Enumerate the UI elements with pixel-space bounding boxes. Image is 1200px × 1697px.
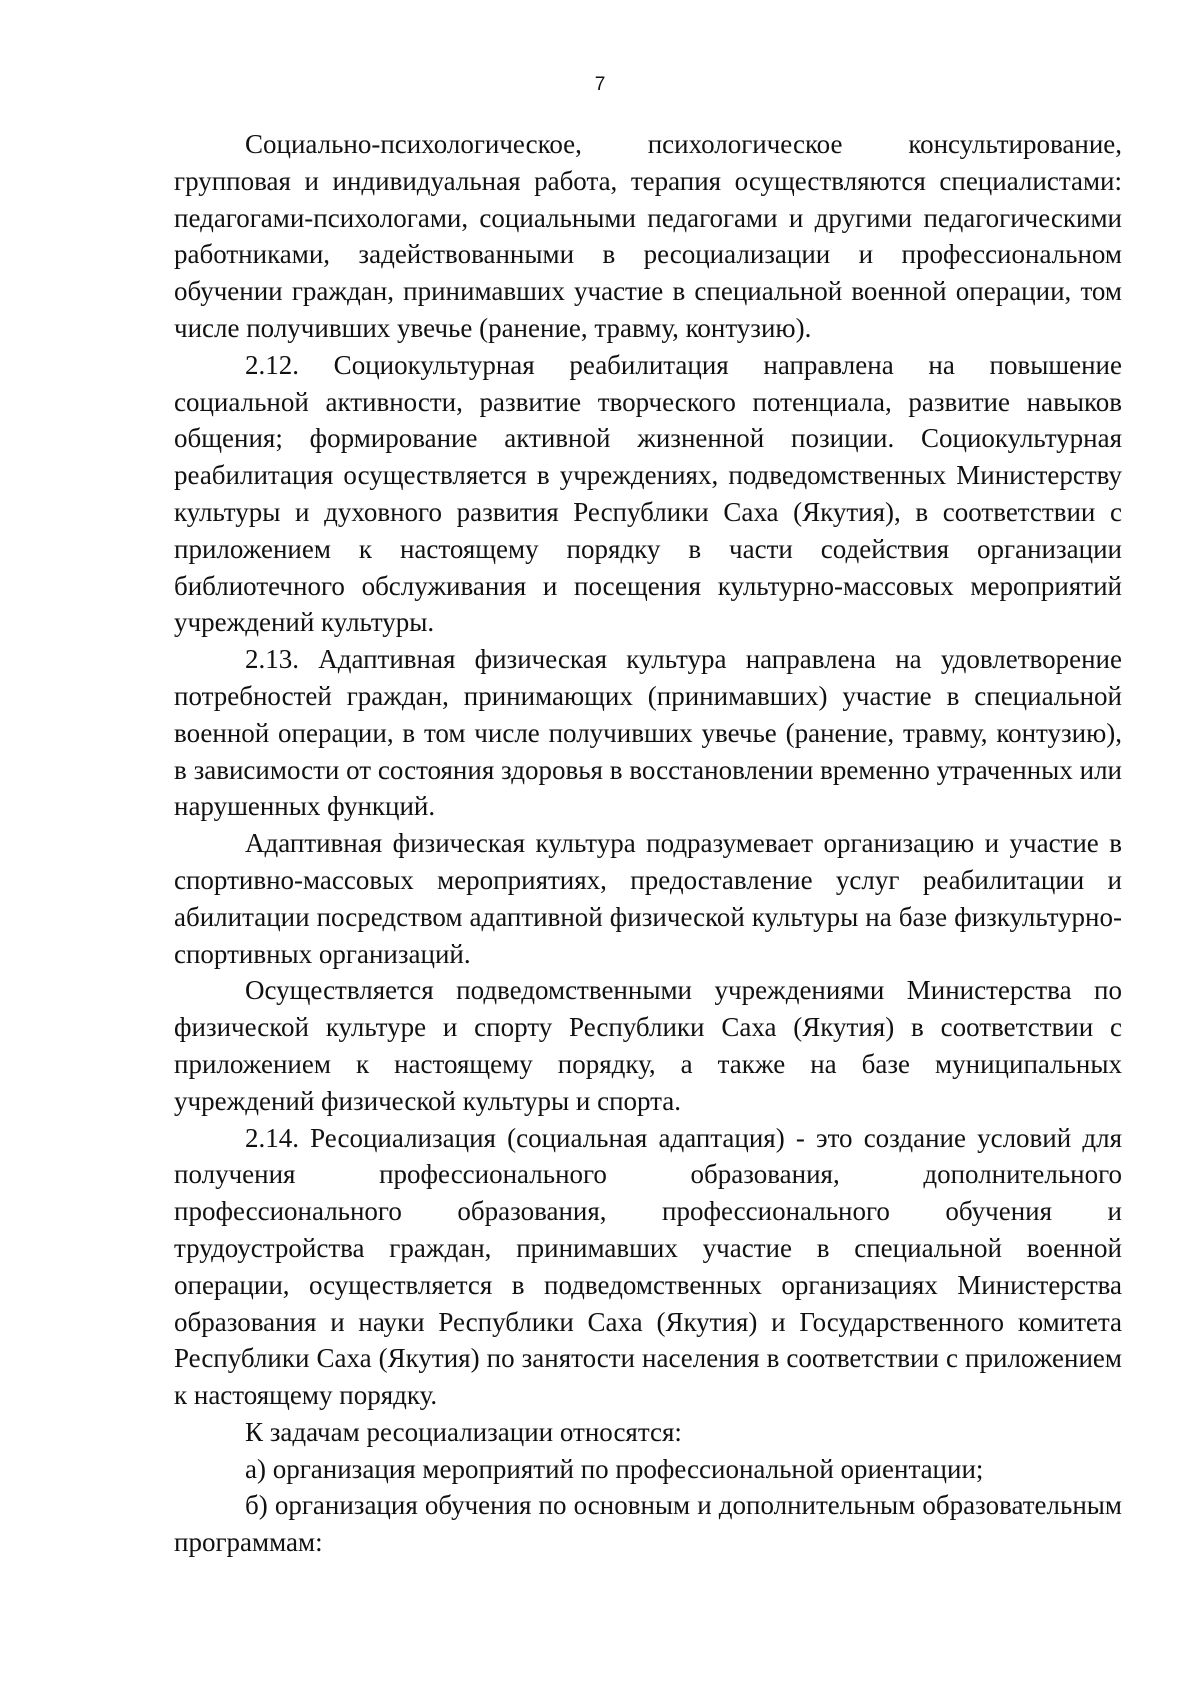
- paragraph-2-12-sociocultural-rehabilitation: 2.12. Социокультурная реабилитация направлена на повышение социальной активности, развитие творческого потенциала, развитие навыков общения; формирование активной жизненной позиции. Социокультурная реабилитация осуществляется в учреждениях, подведомственных Министерству культуры и духовного развития Республики Саха (Якутия), в соответствии с приложением к настоящему порядку в части содействия организации библиотечного обслуживания и посещения культурно-массовых мероприятий учреждений культуры.: [174, 349, 1122, 638]
- paragraph-resocialization-tasks-intro: К задачам ресоциализации относятся:: [245, 1416, 682, 1447]
- page-number: 7: [594, 74, 606, 95]
- paragraph-psychological-counseling: Социально-психологическое, психологическое консультирование, групповая и индивидуальная работа, терапия осуществляются специалистами: педагогами-психологами, социальными педагогами и другими педагогическими работниками, задействованными в ресоциализации и профессиональном обучении граждан, принимавших участие в специальной военной операции, том числе получивших увечье (ранение, травму, контузию).: [174, 129, 1122, 343]
- list-item-a-career-orientation: а) организация мероприятий по профессиональной ориентации;: [245, 1453, 984, 1484]
- paragraph-sports-ministry-institutions: Осуществляется подведомственными учреждениями Министерства по физической культуре и спорту Республики Саха (Якутия) в соответствии с приложением к настоящему порядку, а также на базе муниципальных учреждений физической культуры и спорта.: [174, 975, 1122, 1116]
- paragraph-adaptive-physical-culture-details: Адаптивная физическая культура подразумевает организацию и участие в спортивно-массовых мероприятиях, предоставление услуг реабилитации и абилитации посредством адаптивной физической культуры на базе физкультурно-спортивных организаций.: [174, 828, 1122, 969]
- list-item-b-education-programs: б) организация обучения по основным и дополнительным образовательным программам:: [174, 1490, 1122, 1558]
- paragraph-2-14-resocialization: 2.14. Ресоциализация (социальная адаптация) - это создание условий для получения профессионального образования, дополнительного профессионального образования, профессионального обучения и трудоустройства граждан, принимавших участие в специальной военной операции, осуществляется в подведомственных организациях Министерства образования и науки Республики Саха (Якутия) и Государственного комитета Республики Саха (Якутия) по занятости населения в соответствии с приложением к настоящему порядку.: [174, 1122, 1122, 1411]
- document-body: [174, 126, 1122, 1561]
- paragraph-2-13-adaptive-physical-culture: 2.13. Адаптивная физическая культура направлена на удовлетворение потребностей граждан, принимающих (принимавших) участие в специальной военной операции, в том числе получивших увечье (ранение, травму, контузию), в зависимости от состояния здоровья в восстановлении временно утраченных или нарушенных функций.: [174, 644, 1122, 822]
